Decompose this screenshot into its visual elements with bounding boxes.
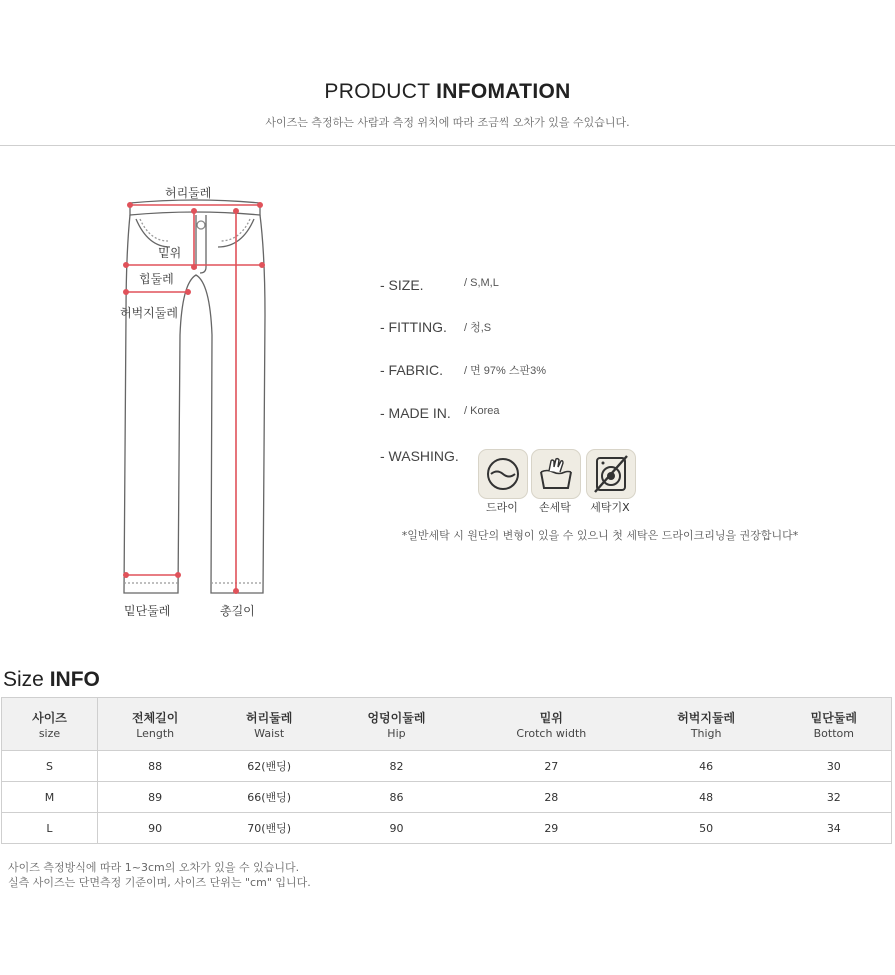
spec-fabric-label: - FABRIC.: [380, 362, 444, 378]
spec-made-in-value: / Korea: [464, 405, 500, 417]
table-row: [2, 813, 892, 844]
spec-size-value: / S,M,L: [464, 277, 499, 289]
table-cell: 48: [636, 782, 777, 813]
size-note: 실측 사이즈는 단면측정 기준이며, 사이즈 단위는 "cm" 입니다.: [8, 876, 311, 889]
size-table-header: [2, 698, 892, 751]
spec-fitting-value: / 청,S: [464, 322, 492, 334]
title-light: PRODUCT: [324, 80, 430, 103]
size-title-light: Size: [3, 668, 44, 691]
table-cell: 90: [98, 813, 213, 844]
hand-wash-icon: [531, 449, 581, 499]
table-cell: 62(밴딩): [212, 751, 326, 782]
thigh-label: 허벅지둘레: [120, 306, 178, 320]
col-header-length: 전체길이 Length: [98, 698, 213, 751]
table-cell: 27: [467, 751, 636, 782]
col-header-crotch: 밑위 Crotch width: [467, 698, 636, 751]
length-label: 총길이: [220, 604, 255, 618]
hip-label: 힙둘레: [139, 272, 174, 286]
col-header-waist: 허리둘레 Waist: [212, 698, 326, 751]
table-cell: 29: [467, 813, 636, 844]
size-table: [1, 697, 892, 844]
no-washing-machine-icon: [586, 449, 636, 499]
table-cell: 66(밴딩): [212, 782, 326, 813]
spec-size: [380, 277, 499, 295]
size-info-title: [3, 668, 100, 692]
table-cell: 82: [326, 751, 467, 782]
spec-made-in: [380, 405, 500, 423]
pants-icon: [110, 175, 280, 625]
table-row: [2, 782, 892, 813]
col-header-thigh: 허벅지둘레 Thigh: [636, 698, 777, 751]
page-title: [0, 80, 895, 104]
divider: [0, 145, 895, 146]
table-cell: 30: [777, 751, 892, 782]
spec-fabric-value: / 면 97% 스판3%: [464, 365, 547, 377]
rise-label: 밑위: [158, 246, 182, 260]
table-cell: 34: [777, 813, 892, 844]
table-cell: 46: [636, 751, 777, 782]
col-header-bottom: 밑단둘레 Bottom: [777, 698, 892, 751]
spec-washing: [380, 448, 459, 466]
spec-washing-label: - WASHING.: [380, 448, 459, 464]
spec-made-in-label: - MADE IN.: [380, 405, 451, 421]
size-note: 사이즈 측정방식에 따라 1~3cm의 오차가 있을 수 있습니다.: [8, 861, 300, 874]
hand-wash-label: 손세탁: [539, 501, 571, 514]
spec-fabric: [380, 362, 547, 380]
hem-label: 밑단둘레: [124, 604, 171, 618]
table-cell: S: [2, 751, 98, 782]
table-cell: 32: [777, 782, 892, 813]
table-cell: 86: [326, 782, 467, 813]
title-bold: INFOMATION: [436, 80, 571, 103]
dry-clean-icon: [478, 449, 528, 499]
spec-fitting: [380, 319, 492, 337]
page-subtitle: 사이즈는 측정하는 사람과 측정 위치에 따라 조금씩 오차가 있을 수있습니다.: [265, 116, 630, 129]
pants-measurement-diagram: [110, 175, 280, 625]
size-title-bold: INFO: [49, 668, 100, 691]
table-cell: 88: [98, 751, 213, 782]
table-cell: 50: [636, 813, 777, 844]
waist-label: 허리둘레: [165, 186, 212, 200]
table-cell: L: [2, 813, 98, 844]
dry-clean-label: 드라이: [486, 501, 518, 514]
table-cell: M: [2, 782, 98, 813]
table-cell: 90: [326, 813, 467, 844]
washing-note: *일반세탁 시 원단의 변형이 있을 수 있으니 첫 세탁은 드라이크리닝을 권장합니다*: [401, 529, 799, 542]
col-header-hip: 엉덩이둘레 Hip: [326, 698, 467, 751]
no-washing-machine-label: 세탁기X: [590, 501, 630, 514]
table-cell: 70(밴딩): [212, 813, 326, 844]
spec-fitting-label: - FITTING.: [380, 319, 447, 335]
table-row: [2, 751, 892, 782]
table-cell: 28: [467, 782, 636, 813]
col-header-size: 사이즈 size: [2, 698, 98, 751]
table-cell: 89: [98, 782, 213, 813]
spec-size-label: - SIZE.: [380, 277, 424, 293]
